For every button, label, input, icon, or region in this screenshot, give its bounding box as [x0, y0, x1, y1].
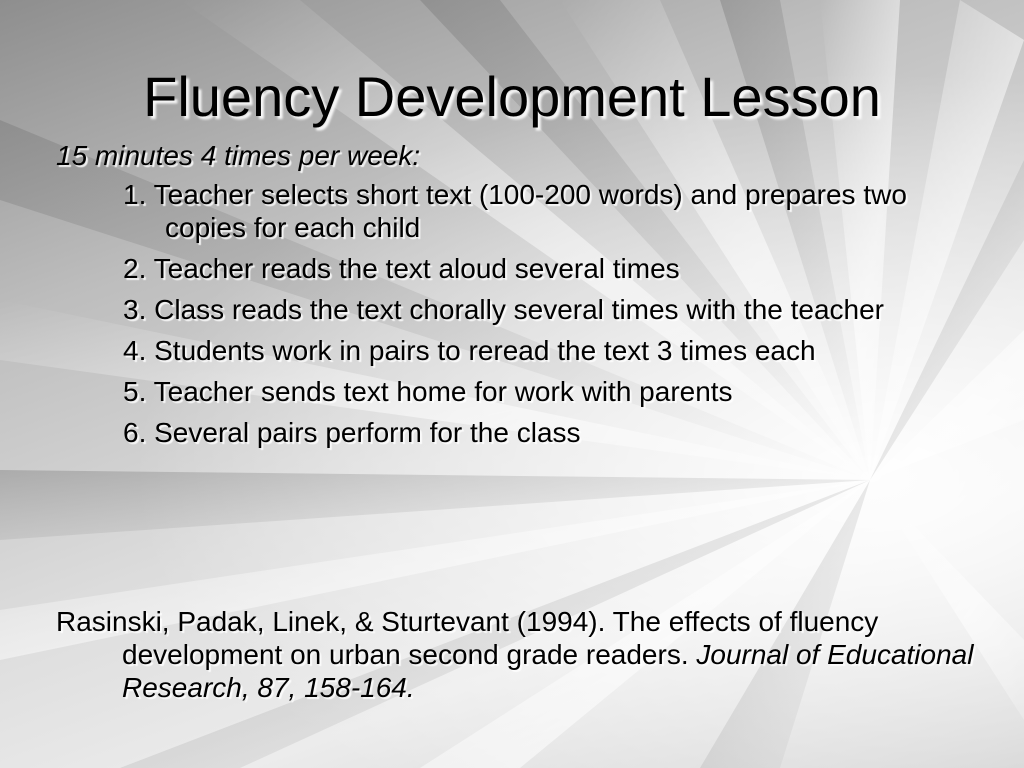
steps-list [123, 178, 963, 457]
step-item: 4. Students work in pairs to reread the text 3 times each [123, 335, 816, 366]
step-item: 2. Teacher reads the text aloud several times [123, 253, 680, 284]
step-item: 3. Class reads the text chorally several times with the teacher [123, 294, 885, 325]
citation [56, 605, 1022, 704]
step-item: 1. Teacher selects short text (100-200 words) and prepares two copies for each child [123, 179, 907, 243]
slide-title: Fluency Development Lesson [143, 65, 881, 128]
citation-journal: Journal of Educational Research, 87, 158-164. [122, 639, 974, 703]
step-item: 6. Several pairs perform for the class [123, 417, 581, 448]
slide-subtitle: 15 minutes 4 times per week: [56, 140, 421, 171]
step-item: 5. Teacher sends text home for work with parents [123, 376, 733, 407]
citation-authors: Rasinski, Padak, Linek, & Sturtevant (1994). The effects of fluency development on urban second grade readers. [56, 606, 879, 670]
